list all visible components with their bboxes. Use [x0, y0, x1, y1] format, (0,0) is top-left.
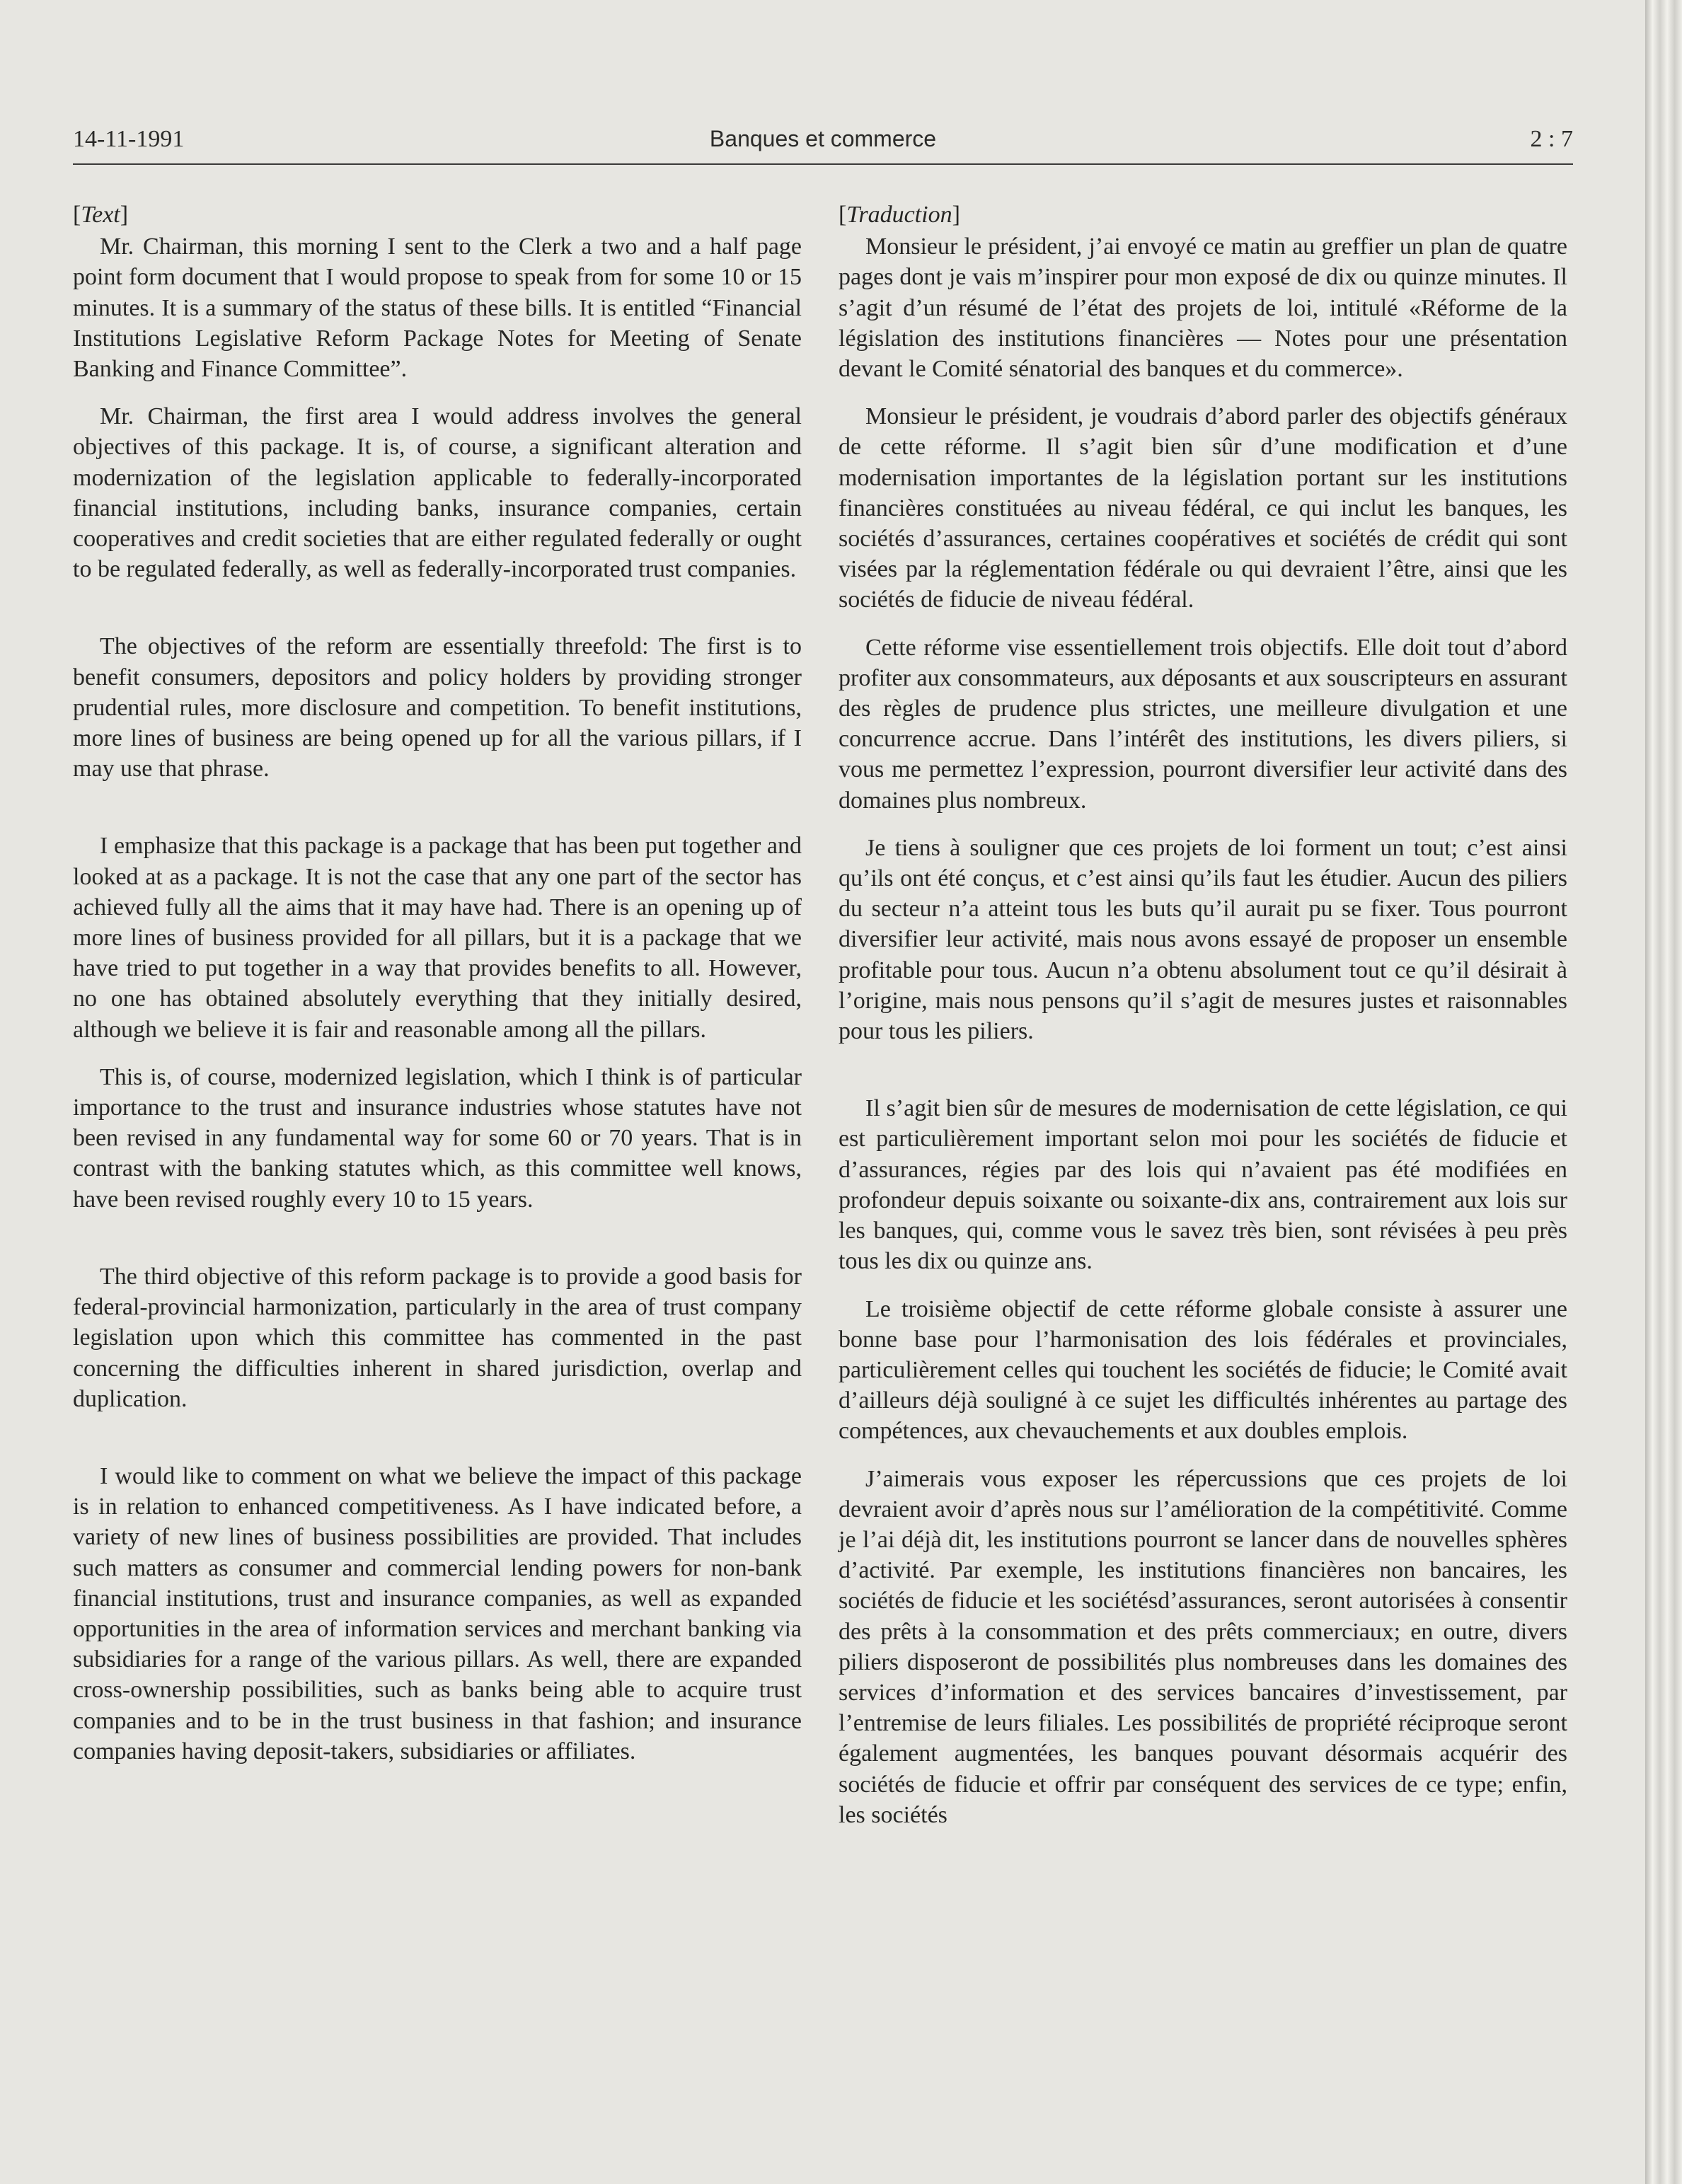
- french-paragraph: Monsieur le président, j’ai envoyé ce matin au greffier un plan de quatre pages dont je vais m’inspirer pour mon exposé de dix ou quinze minutes. Il s’agit d’un résumé de l’état des projets de loi, intitulé «Réforme de la législation des institutions financières — Notes pour une présentation devant le Comité sénatorial des banques et du commerce».: [839, 233, 1567, 383]
- english-paragraph: The third objective of this reform package is to provide a good basis for federal-provincial harmonization, particularly in the area of trust company legislation upon which this committee has commented in the past concerning the difficulties inherent in shared jurisdiction, overlap and duplication.: [73, 1263, 802, 1412]
- french-paragraph: Le troisième objectif de cette réforme globale consiste à assurer une bonne base pour l’harmonisation des lois fédérales et provinciales, particulièrement celles qui touchent les sociétés de fiducie; le Comité avait d’ailleurs déjà souligné à ce sujet les difficultés inhérentes au partage des compétences, aux chevauchements et aux doubles emplois.: [839, 1295, 1567, 1445]
- english-paragraph: Mr. Chairman, this morning I sent to the Clerk a two and a half page point form document that I would propose to speak from for some 10 or 15 minutes. It is a summary of the status of these bills. It is entitled “Financial Institutions Legislative Reform Package Notes for Meeting of Senate Banking and Finance Committee”.: [73, 233, 802, 383]
- english-paragraph: I would like to comment on what we believe the impact of this package is in relation to enhanced competitiveness. As I have indicated before, a variety of new lines of business possibilities are provided. That includes such matters as consumer and commercial lending powers for non-bank financial institutions, trust and insurance companies, as well as expanded opportunities in the area of information services and merchant banking via subsidiaries for a range of the various pillars. As well, there are expanded cross-ownership possibilities, such as banks being able to acquire trust companies and to be in the trust business in that fashion; and insurance companies having deposit-takers, subsidiaries or affiliates.: [73, 1462, 802, 1764]
- french-paragraph: Je tiens à souligner que ces projets de loi forment un tout; c’est ainsi qu’ils ont été conçus, et c’est ainsi qu’ils faut les étudier. Aucun des piliers du secteur n’a atteint tous les buts qu’il aurait pu se fixer. Tous pourront diversifier leur activité, mais nous avons essayé de proposer un ensemble profitable pour tous. Aucun n’a obtenu absolument tout ce qu’il désirait à l’origine, mais nous pensons qu’il s’agit de mesures justes et raisonnables pour tous les piliers.: [839, 834, 1567, 1045]
- french-paragraph: Il s’agit bien sûr de mesures de modernisation de cette législation, ce qui est particulièrement important selon moi pour les sociétés de fiducie et d’assurances, régies par des lois qui n’avaient pas été modifiées en profondeur depuis soixante ou soixante-dix ans, contrairement aux lois sur les banques, qui, comme vous le savez très bien, sont révisées à peu près tous les dix ou quinze ans.: [839, 1095, 1567, 1275]
- english-paragraph: I emphasize that this package is a package that has been put together and looked at as a package. It is not the case that any one part of the sector has achieved fully all the aims that it may have had. There is an opening up of more lines of business provided for all pillars, but it is a package that we have tried to put together in a way that provides benefits to all. However, no one has obtained absolutely everything that they initially desired, although we believe it is fair and reasonable among all the pillars.: [73, 833, 802, 1043]
- french-column: [839, 200, 1567, 1830]
- english-section-label: [Text]: [73, 202, 129, 228]
- english-paragraph: Mr. Chairman, the first area I would address involves the general objectives of this package. It is, of course, a significant alteration and modernization of the legislation applicable to federally-incorporated financial institutions, including banks, insurance companies, certain cooperatives and credit societies that are either regulated federally or ought to be regulated federally, as well as federally-incorporated trust companies.: [73, 403, 802, 583]
- header-rule: [73, 163, 1573, 165]
- french-paragraph: Monsieur le président, je voudrais d’abord parler des objectifs généraux de cette réforme. Il s’agit bien sûr d’une modification et d’une modernisation importantes de la législation portant sur les institutions financières constituées au niveau fédéral, ce qui inclut les banques, les sociétés d’assurances, certaines coopératives et sociétés de crédit qui sont visées par la réglementation fédérale ou qui devraient l’être, ainsi que les sociétés de fiducie de niveau fédéral.: [839, 403, 1567, 613]
- english-column: [73, 200, 802, 1767]
- page-header: [73, 122, 1573, 164]
- french-paragraph: J’aimerais vous exposer les répercussions que ces projets de loi devraient avoir d’après nous sur l’amélioration de la compétitivité. Comme je l’ai déjà dit, les institutions pourront se lancer dans de nouvelles sphères d’activité. Par exemple, les institutions financières non bancaires, les sociétés de fiducie et les sociétésd’assurances, seront autorisées à consentir des prêts à la consommation et des prêts commerciaux; en outre, divers piliers disposeront de possibilités plus nombreuses dans les domaines des services d’information et des services bancaires d’investissement, par l’entremise de leurs filiales. Les possibilités de propriété réciproque seront également augmentées, les banques pouvant désormais acquérir des sociétés de fiducie et offrir par conséquent des services de ce type; enfin, les sociétés: [839, 1465, 1567, 1828]
- english-paragraph: The objectives of the reform are essentially threefold: The first is to benefit consumers, depositors and policy holders by providing stronger prudential rules, more disclosure and competition. To benefit institutions, more lines of business are being opened up for all the various pillars, if I may use that phrase.: [73, 633, 802, 782]
- header-date: 14-11-1991: [73, 126, 185, 152]
- english-paragraph: This is, of course, modernized legislation, which I think is of particular importance to the trust and insurance industries whose statutes have not been revised in any fundamental way for some 60 or 70 years. That is in contrast with the banking statutes which, as this committee well knows, have been revised roughly every 10 to 15 years.: [73, 1063, 802, 1213]
- header-title: Banques et commerce: [709, 126, 937, 151]
- french-label-text: Traduction: [846, 202, 952, 228]
- french-section-label: [Traduction]: [839, 202, 960, 228]
- page-edge-stack: [1645, 0, 1682, 2184]
- french-paragraph: Cette réforme vise essentiellement trois objectifs. Elle doit tout d’abord profiter aux consommateurs, aux déposants et aux souscripteurs en assurant des règles de prudence plus strictes, une meilleure divulgation et une concurrence accrue. Dans l’intérêt des institutions, les divers piliers, si vous me permettez l’expression, pourront diversifier leur activité dans des domaines plus nombreux.: [839, 634, 1567, 814]
- header-page-number: 2 : 7: [1530, 126, 1573, 152]
- english-label-text: Text: [81, 202, 120, 228]
